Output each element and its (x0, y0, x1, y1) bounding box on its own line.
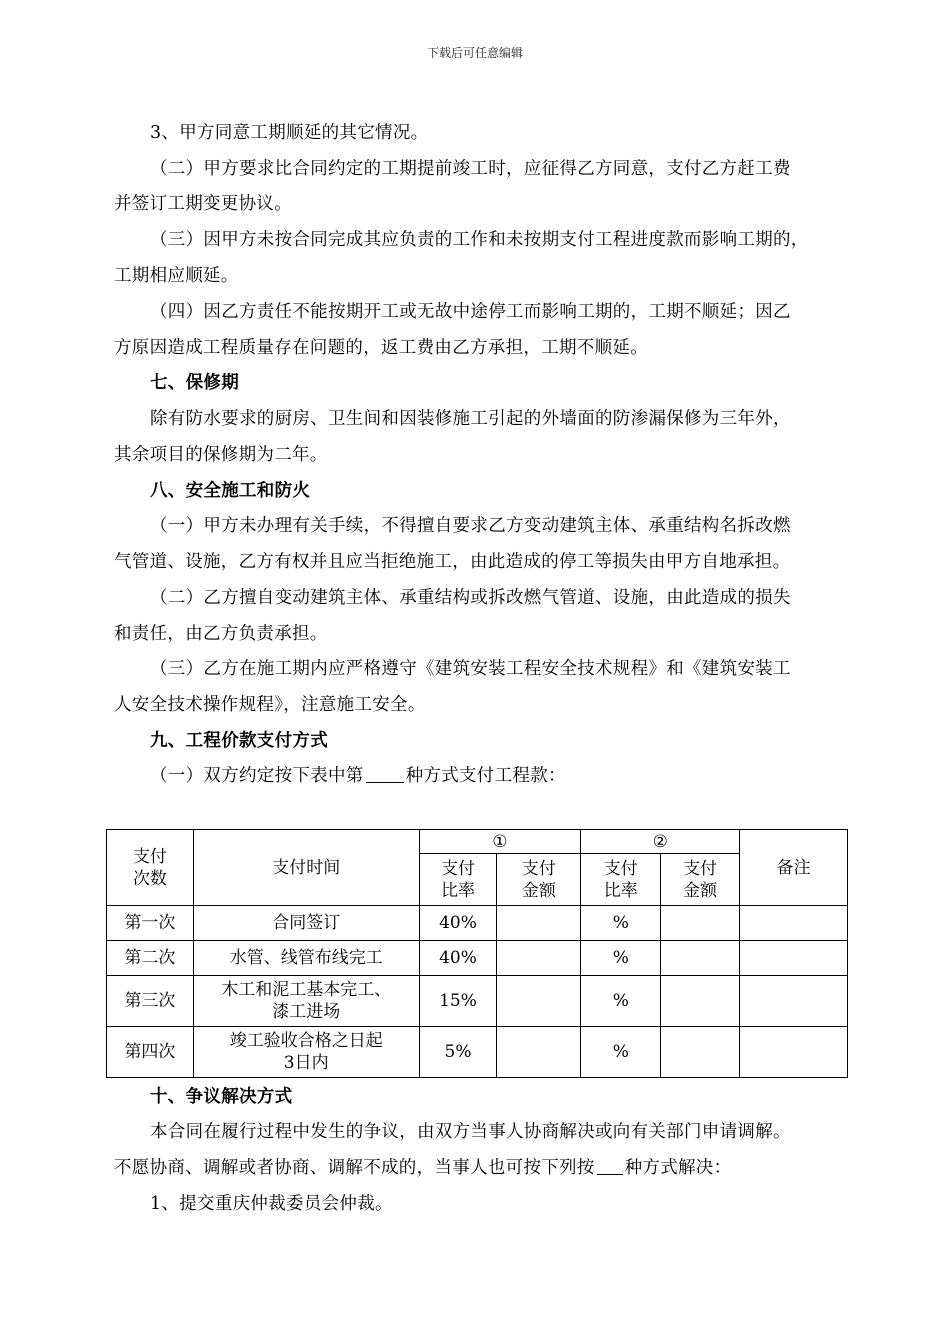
payment-intro (150, 762, 566, 787)
dispute-line-after: 种方式解决： (624, 1158, 732, 1178)
cell-rate-1: 5% (419, 1027, 497, 1078)
paragraph: （二）乙方擅自变动建筑主体、承重结构或拆改燃气管道、设施，由此造成的损失 (150, 588, 791, 608)
section-heading: 十、争议解决方式 (150, 1087, 293, 1107)
paragraph: （二）甲方要求比合同约定的工期提前竣工时，应征得乙方同意，支付乙方赶工费 (150, 159, 791, 179)
cell-amount-1[interactable] (497, 906, 581, 941)
fill-blank[interactable] (366, 766, 404, 783)
cell-note[interactable] (740, 906, 848, 941)
cell-time: 木工和泥工基本完工、 漆工进场 (193, 976, 419, 1027)
paragraph: 3、甲方同意工期顺延的其它情况。 (150, 123, 429, 143)
paragraph: 1、提交重庆仲裁委员会仲裁。 (150, 1194, 393, 1214)
section-heading: 九、工程价款支付方式 (150, 731, 328, 751)
header-option-1: ① (419, 830, 581, 854)
table-row (107, 976, 848, 1027)
cell-amount-1[interactable] (497, 941, 581, 976)
dispute-line (114, 1154, 731, 1179)
cell-times: 第三次 (107, 976, 194, 1027)
paragraph: 除有防水要求的厨房、卫生间和因装修施工引起的外墙面的防渗漏保修为三年外， (150, 409, 791, 429)
cell-amount-2[interactable] (661, 906, 740, 941)
dispute-line-before: 不愿协商、调解或者协商、调解不成的，当事人也可按下列按 (114, 1158, 595, 1178)
paragraph: 工期相应顺延。 (114, 266, 239, 286)
paragraph: （四）因乙方责任不能按期开工或无故中途停工而影响工期的，工期不顺延；因乙 (150, 302, 791, 322)
cell-time: 合同签订 (193, 906, 419, 941)
fill-blank[interactable] (597, 1158, 623, 1175)
header-rate-1: 支付 比率 (419, 854, 497, 906)
header-amount-2: 支付 金额 (661, 854, 740, 906)
cell-time: 水管、线管布线完工 (193, 941, 419, 976)
cell-amount-2[interactable] (661, 941, 740, 976)
paragraph: （三）乙方在施工期内应严格遵守《建筑安装工程安全技术规程》和《建筑安装工 (150, 659, 791, 679)
paragraph: （三）因甲方未按合同完成其应负责的工作和未按期支付工程进度款而影响工期的， (150, 230, 809, 250)
paragraph: 方原因造成工程质量存在问题的，返工费由乙方承担，工期不顺延。 (114, 338, 648, 358)
table-row (107, 906, 848, 941)
cell-amount-1[interactable] (497, 976, 581, 1027)
paragraph: 人安全技术操作规程》，注意施工安全。 (114, 695, 426, 715)
section-heading: 八、安全施工和防火 (150, 481, 311, 501)
header-amount-1: 支付 金额 (497, 854, 581, 906)
cell-rate-2: % (581, 1027, 661, 1078)
paragraph: 其余项目的保修期为二年。 (114, 445, 328, 465)
cell-note[interactable] (740, 1027, 848, 1078)
cell-times: 第二次 (107, 941, 194, 976)
payment-intro-before: （一）双方约定按下表中第 (150, 766, 364, 786)
table-row (107, 1027, 848, 1078)
section-heading: 七、保修期 (150, 373, 239, 393)
payment-intro-after: 种方式支付工程款： (405, 766, 566, 786)
payment-table (106, 829, 848, 1078)
paragraph: 本合同在履行过程中发生的争议，由双方当事人协商解决或向有关部门申请调解。 (150, 1122, 791, 1142)
cell-note[interactable] (740, 976, 848, 1027)
cell-rate-2: % (581, 976, 661, 1027)
header-times: 支付 次数 (107, 830, 194, 906)
cell-rate-1: 40% (419, 906, 497, 941)
cell-amount-2[interactable] (661, 976, 740, 1027)
paragraph: 并签订工期变更协议。 (114, 194, 292, 214)
page-header: 下载后可任意编辑 (426, 46, 523, 60)
cell-note[interactable] (740, 941, 848, 976)
header-note: 备注 (740, 830, 848, 906)
cell-amount-1[interactable] (497, 1027, 581, 1078)
cell-times: 第一次 (107, 906, 194, 941)
cell-amount-2[interactable] (661, 1027, 740, 1078)
cell-time: 竣工验收合格之日起 3日内 (193, 1027, 419, 1078)
paragraph: 和责任，由乙方负责承担。 (114, 624, 328, 644)
header-option-2: ② (581, 830, 740, 854)
cell-rate-2: % (581, 906, 661, 941)
cell-rate-1: 15% (419, 976, 497, 1027)
paragraph: （一）甲方未办理有关手续，不得擅自要求乙方变动建筑主体、承重结构名拆改燃 (150, 516, 791, 536)
table-row (107, 941, 848, 976)
header-rate-2: 支付 比率 (581, 854, 661, 906)
cell-times: 第四次 (107, 1027, 194, 1078)
paragraph: 气管道、设施，乙方有权并且应当拒绝施工，由此造成的停工等损失由甲方自地承担。 (114, 552, 791, 572)
header-time: 支付时间 (193, 830, 419, 906)
cell-rate-1: 40% (419, 941, 497, 976)
cell-rate-2: % (581, 941, 661, 976)
